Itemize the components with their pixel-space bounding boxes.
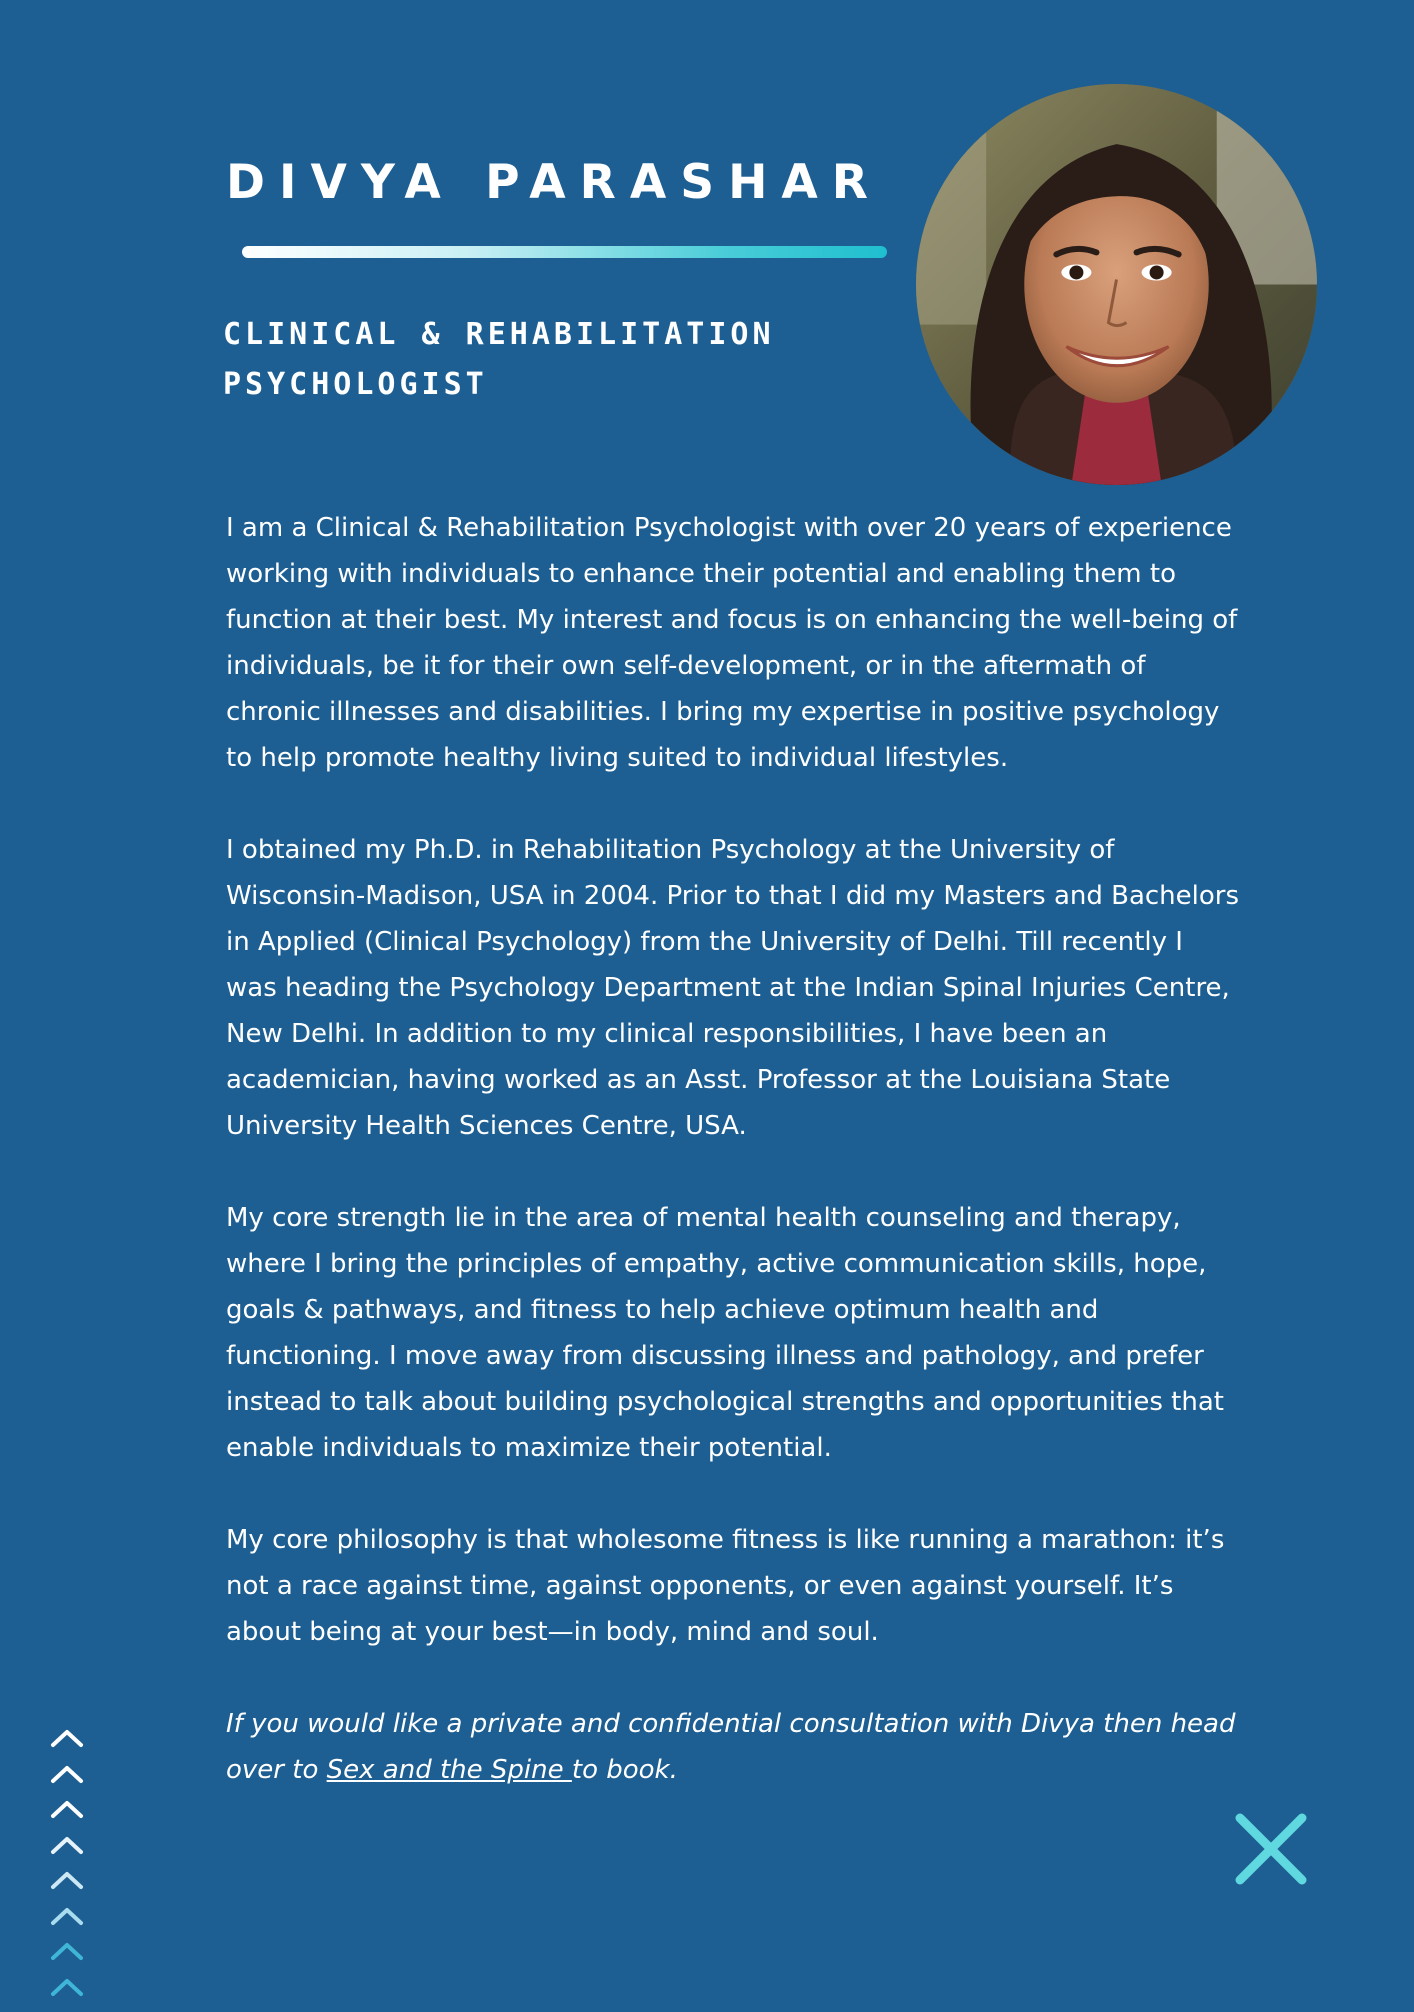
chevron-up-icon xyxy=(50,1835,84,1855)
chevron-up-icon xyxy=(50,1977,84,1997)
bio-paragraph: My core philosophy is that wholesome fitness is like running a marathon: it’s not a race against time, against opponents, or even against yourself. It’s about being at your best—in body, mind and soul. xyxy=(226,1525,1225,1647)
chevron-up-icon xyxy=(50,1728,84,1748)
avatar-portrait-icon xyxy=(916,84,1317,485)
avatar xyxy=(916,84,1317,485)
decorative-chevron-stack xyxy=(50,1728,86,2012)
bio-section xyxy=(226,505,1241,1793)
bio-paragraph: I am a Clinical & Rehabilitation Psychologist with over 20 years of experience working with individuals to enhance their potential and enabling them to function at their best. My interest and focus is on enhancing the well-being of individuals, be it for their own self-development, or in the aftermath of chronic illnesses and disabilities. I bring my expertise in positive psychology to help promote healthy living suited to individual lifestyles. xyxy=(226,513,1238,773)
chevron-up-icon xyxy=(50,1906,84,1926)
chevron-up-icon xyxy=(50,1941,84,1961)
cta-text-after: to book. xyxy=(571,1755,678,1785)
chevron-up-icon xyxy=(50,1870,84,1890)
chevron-up-icon xyxy=(50,1764,84,1784)
subtitle-line-1: CLINICAL & REHABILITATION xyxy=(223,317,775,352)
subtitle-line-2: PSYCHOLOGIST xyxy=(223,367,488,402)
title-underline-divider xyxy=(242,246,887,258)
bio-paragraph: I obtained my Ph.D. in Rehabilitation Psychology at the University of Wisconsin-Madison, USA in 2004. Prior to that I did my Masters and Bachelors in Applied (Clinical Psychology) from the University of Delhi. Till recently I was heading the Psychology Department at the Indian Spinal Injuries Centre, New Delhi. In addition to my clinical responsibilities, I have been an academician, having worked as an Asst. Professor at the Louisiana State University Health Sciences Centre, USA. xyxy=(226,835,1240,1141)
sex-and-the-spine-link[interactable]: Sex and the Spine xyxy=(326,1755,572,1785)
close-icon xyxy=(1232,1810,1310,1888)
booking-call-to-action xyxy=(226,1701,1241,1793)
bio-paragraph: My core strength lie in the area of mental health counseling and therapy, where I bring the principles of empathy, active communication skills, hope, goals & pathways, and fitness to help achieve optimum health and functioning. I move away from discussing illness and pathology, and prefer instead to talk about building psychological strengths and opportunities that enable individuals to maximize their potential. xyxy=(226,1203,1224,1463)
cta-text-before: If you would like a private and confidential consultation with Divya then head over to xyxy=(226,1709,1236,1785)
profile-subtitle xyxy=(223,310,775,410)
profile-name: DIVYA PARASHAR xyxy=(226,155,882,210)
chevron-up-icon xyxy=(50,1799,84,1819)
